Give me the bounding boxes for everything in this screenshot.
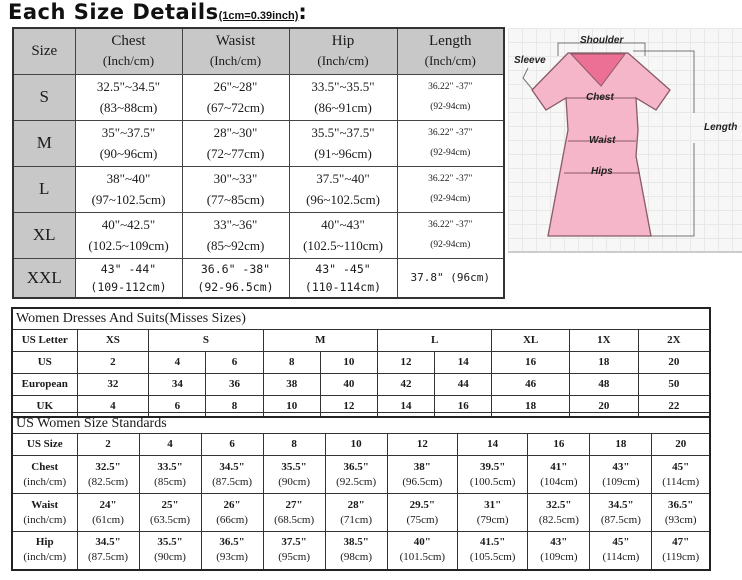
inch-value: 37.5"~40" bbox=[316, 171, 370, 186]
size-row-l bbox=[13, 166, 504, 212]
cm-value: (87.5cm) bbox=[600, 513, 641, 526]
us-letter-row bbox=[12, 329, 710, 351]
inch-value: 36.5" bbox=[343, 460, 369, 473]
cell: 18 bbox=[590, 434, 652, 456]
conversion-note: (1cm=0.39inch) bbox=[218, 10, 299, 22]
cm-value: (75cm) bbox=[406, 513, 439, 526]
row-unit: (inch/cm) bbox=[23, 475, 67, 488]
inch-value: 34.5" bbox=[608, 498, 634, 511]
cm-value: (109-112cm) bbox=[90, 279, 167, 294]
cell bbox=[458, 494, 528, 532]
cell: 8 bbox=[263, 434, 325, 456]
cell: 10 bbox=[325, 434, 387, 456]
inch-value: 45" bbox=[672, 460, 690, 473]
inch-value: 33"~36" bbox=[213, 217, 258, 232]
inch-value: 43" bbox=[550, 536, 568, 549]
inch-value: 39.5" bbox=[479, 460, 506, 473]
cm-value: (96~102.5cm) bbox=[306, 192, 380, 207]
cell: 16 bbox=[492, 351, 570, 373]
inch-value: 41.5" bbox=[479, 536, 506, 549]
cell: 6 bbox=[201, 434, 263, 456]
chest-cell bbox=[75, 166, 182, 212]
title-main: Each Size Details bbox=[8, 0, 219, 24]
length-label: Length bbox=[704, 122, 738, 133]
waist-cell bbox=[182, 212, 289, 258]
inch-value: 30"~33" bbox=[213, 171, 258, 186]
cell: 20 bbox=[569, 395, 638, 417]
inch-value: 26" bbox=[223, 498, 241, 511]
inch-value: 43" bbox=[612, 460, 630, 473]
hip-cell bbox=[289, 120, 397, 166]
size-row-xxl bbox=[13, 258, 504, 298]
cm-value: (68.5cm) bbox=[274, 513, 315, 526]
inch-value: 28"~30" bbox=[213, 125, 258, 140]
header-unit: (Inch/cm) bbox=[102, 53, 155, 69]
inch-value: 36.6" -38" bbox=[200, 261, 271, 276]
cell bbox=[652, 532, 710, 570]
cell: 12 bbox=[387, 434, 457, 456]
hip-cell bbox=[289, 74, 397, 120]
hip-row bbox=[12, 532, 710, 570]
waist-cell bbox=[182, 120, 289, 166]
length-cell bbox=[397, 120, 504, 166]
inch-value: 36.22" -37" bbox=[428, 220, 473, 230]
inch-value: 32.5" bbox=[95, 460, 121, 473]
cell: 14 bbox=[458, 434, 528, 456]
inch-value: 35.5"~37.5" bbox=[311, 125, 375, 140]
row-label: US bbox=[12, 351, 77, 373]
cm-value: (90cm) bbox=[278, 475, 310, 488]
title-colon: : bbox=[298, 0, 308, 24]
cell: 16 bbox=[435, 395, 492, 417]
inch-value: 34.5" bbox=[95, 536, 121, 549]
cm-value: (92-94cm) bbox=[430, 240, 471, 250]
cm-value: (92-96.5cm) bbox=[197, 279, 274, 294]
length-cell bbox=[397, 166, 504, 212]
cm-value: (67~72cm) bbox=[206, 100, 265, 115]
inch-value: 43" -45" bbox=[315, 261, 371, 276]
cell: 38 bbox=[263, 373, 320, 395]
header-size bbox=[13, 28, 75, 74]
cm-value: (92.5cm) bbox=[336, 475, 377, 488]
us-size-standards-table bbox=[11, 412, 711, 571]
cell: 16 bbox=[528, 434, 590, 456]
row-label bbox=[12, 532, 77, 570]
cell: 4 bbox=[77, 395, 149, 417]
inch-value: 38"~40" bbox=[106, 171, 151, 186]
size-label: XXL bbox=[13, 258, 75, 298]
cm-value: (110-114cm) bbox=[304, 279, 382, 294]
cm-value: (93cm) bbox=[664, 513, 697, 526]
shoulder-label: Shoulder bbox=[580, 35, 624, 46]
size-label: XL bbox=[13, 212, 75, 258]
cell: 6 bbox=[206, 351, 263, 373]
size-details-table bbox=[12, 27, 505, 299]
header-length bbox=[397, 28, 504, 74]
cell bbox=[528, 494, 590, 532]
cm-value: (91~96cm) bbox=[314, 146, 372, 161]
cell: 4 bbox=[139, 434, 201, 456]
cell bbox=[325, 532, 387, 570]
chest-row bbox=[12, 456, 710, 494]
header-label: Length bbox=[429, 33, 472, 50]
cell bbox=[652, 494, 710, 532]
header-unit: (Inch/cm) bbox=[209, 53, 262, 69]
cell: 20 bbox=[638, 351, 710, 373]
letter-group: 1X bbox=[569, 329, 638, 351]
cell: 10 bbox=[263, 395, 320, 417]
cm-value: (71cm) bbox=[340, 513, 373, 526]
cell bbox=[139, 456, 201, 494]
inch-value: 37.8" (96cm) bbox=[410, 270, 490, 284]
header-unit: (Inch/cm) bbox=[317, 53, 369, 69]
waist-row bbox=[12, 494, 710, 532]
us-size-row bbox=[12, 434, 710, 456]
cm-value: (82.5cm) bbox=[88, 475, 129, 488]
cm-value: (90cm) bbox=[154, 551, 186, 564]
cell: 20 bbox=[652, 434, 710, 456]
cell bbox=[139, 532, 201, 570]
cell: 22 bbox=[638, 395, 710, 417]
cm-value: (85~92cm) bbox=[206, 238, 265, 253]
hip-cell bbox=[289, 166, 397, 212]
cm-value: (119cm) bbox=[662, 551, 700, 564]
size-row-m bbox=[13, 120, 504, 166]
row-label-text: Chest bbox=[31, 460, 59, 473]
cell bbox=[590, 532, 652, 570]
dress-measurement-diagram bbox=[508, 28, 742, 253]
row-unit: (inch/cm) bbox=[23, 551, 67, 564]
cell bbox=[458, 456, 528, 494]
size-label: L bbox=[13, 166, 75, 212]
waist-cell bbox=[182, 74, 289, 120]
cell bbox=[77, 532, 139, 570]
inch-value: 26"~28" bbox=[213, 79, 258, 94]
cell bbox=[590, 494, 652, 532]
cm-value: (85cm) bbox=[154, 475, 186, 488]
cell bbox=[201, 532, 263, 570]
waist-cell bbox=[182, 166, 289, 212]
chest-cell bbox=[75, 258, 182, 298]
cm-value: (109cm) bbox=[540, 551, 578, 564]
cell: 12 bbox=[320, 395, 377, 417]
length-cell bbox=[397, 212, 504, 258]
inch-value: 31" bbox=[484, 498, 502, 511]
cm-value: (63.5cm) bbox=[150, 513, 191, 526]
cell: 8 bbox=[206, 395, 263, 417]
cm-value: (79cm) bbox=[476, 513, 509, 526]
cm-value: (87.5cm) bbox=[212, 475, 253, 488]
cell: 6 bbox=[149, 395, 206, 417]
cell: 4 bbox=[149, 351, 206, 373]
inch-value: 36.5" bbox=[219, 536, 245, 549]
cm-value: (66cm) bbox=[216, 513, 248, 526]
header-label: Chest bbox=[111, 33, 146, 50]
length-cell bbox=[397, 74, 504, 120]
cell: 12 bbox=[377, 351, 434, 373]
cell: 44 bbox=[435, 373, 492, 395]
row-unit: (inch/cm) bbox=[23, 513, 67, 526]
header-label: Size bbox=[31, 42, 58, 59]
inch-value: 33.5" bbox=[157, 460, 183, 473]
letter-group: S bbox=[149, 329, 263, 351]
cm-value: (100.5cm) bbox=[469, 475, 516, 488]
cell bbox=[458, 532, 528, 570]
cell bbox=[387, 456, 457, 494]
cm-value: (98cm) bbox=[340, 551, 373, 564]
cell bbox=[77, 494, 139, 532]
inch-value: 37.5" bbox=[281, 536, 307, 549]
cm-value: (104cm) bbox=[540, 475, 578, 488]
size-label: S bbox=[13, 74, 75, 120]
row-label: US Letter bbox=[12, 329, 77, 351]
row-label-text: Hip bbox=[35, 536, 54, 549]
cell: 2 bbox=[77, 434, 139, 456]
waist-cell bbox=[182, 258, 289, 298]
cm-value: (101.5cm) bbox=[399, 551, 446, 564]
cm-value: (95cm) bbox=[278, 551, 310, 564]
cm-value: (92-94cm) bbox=[430, 194, 471, 204]
inch-value: 29.5" bbox=[409, 498, 435, 511]
cell bbox=[387, 494, 457, 532]
inch-value: 35"~37.5" bbox=[101, 125, 156, 140]
inch-value: 33.5"~35.5" bbox=[311, 79, 375, 94]
cell: 18 bbox=[569, 351, 638, 373]
cell bbox=[387, 532, 457, 570]
cell: 46 bbox=[492, 373, 570, 395]
header-hip bbox=[289, 28, 397, 74]
inch-value: 32.5" bbox=[546, 498, 572, 511]
inch-value: 35.5" bbox=[281, 460, 307, 473]
inch-value: 45" bbox=[612, 536, 630, 549]
inch-value: 38" bbox=[413, 460, 431, 473]
letter-group: XS bbox=[77, 329, 149, 351]
header-unit: (Inch/cm) bbox=[424, 53, 476, 69]
hip-cell bbox=[289, 258, 397, 298]
cell: 42 bbox=[377, 373, 434, 395]
row-label-text: Waist bbox=[31, 498, 59, 511]
inch-value: 27" bbox=[285, 498, 303, 511]
row-label: UK bbox=[12, 395, 77, 417]
hip-cell bbox=[289, 212, 397, 258]
header-label: Hip bbox=[331, 33, 355, 50]
cell: 40 bbox=[320, 373, 377, 395]
cm-value: (96.5cm) bbox=[402, 475, 443, 488]
cell bbox=[590, 456, 652, 494]
letter-group: 2X bbox=[638, 329, 710, 351]
cm-value: (97~102.5cm) bbox=[91, 192, 166, 207]
chest-cell bbox=[75, 212, 182, 258]
cell: 48 bbox=[569, 373, 638, 395]
cell: 8 bbox=[263, 351, 320, 373]
inch-value: 36.22" -37" bbox=[428, 82, 473, 92]
cell: 34 bbox=[149, 373, 206, 395]
cell bbox=[652, 456, 710, 494]
standards-caption: US Women Size Standards bbox=[12, 413, 710, 434]
cm-value: (92-94cm) bbox=[430, 148, 471, 158]
cm-value: (61cm) bbox=[92, 513, 124, 526]
size-details-header bbox=[13, 28, 504, 74]
sleeve-label: Sleeve bbox=[514, 55, 546, 66]
hips-label: Hips bbox=[591, 166, 613, 177]
cell bbox=[77, 456, 139, 494]
cell: 18 bbox=[492, 395, 570, 417]
size-row-xl bbox=[13, 212, 504, 258]
inch-value: 28" bbox=[347, 498, 365, 511]
cm-value: (82.5cm) bbox=[538, 513, 579, 526]
cell bbox=[325, 494, 387, 532]
row-label bbox=[12, 494, 77, 532]
row-label bbox=[12, 456, 77, 494]
misses-caption: Women Dresses And Suits(Misses Sizes) bbox=[12, 308, 710, 329]
header-chest bbox=[75, 28, 182, 74]
letter-group: M bbox=[263, 329, 377, 351]
header-waist bbox=[182, 28, 289, 74]
cell: 32 bbox=[77, 373, 149, 395]
cell bbox=[263, 456, 325, 494]
waist-label: Waist bbox=[589, 135, 616, 146]
inch-value: 47" bbox=[672, 536, 690, 549]
cm-value: (105.5cm) bbox=[469, 551, 516, 564]
cell bbox=[263, 532, 325, 570]
cm-value: (90~96cm) bbox=[99, 146, 158, 161]
cell: 2 bbox=[77, 351, 149, 373]
inch-value: 36.5" bbox=[668, 498, 694, 511]
cell: 14 bbox=[435, 351, 492, 373]
letter-group: XL bbox=[492, 329, 570, 351]
inch-value: 43" -44" bbox=[100, 261, 157, 276]
cell bbox=[528, 456, 590, 494]
inch-value: 25" bbox=[161, 498, 179, 511]
inch-value: 38.5" bbox=[343, 536, 369, 549]
chest-label: Chest bbox=[586, 92, 614, 103]
cm-value: (102.5~109cm) bbox=[88, 238, 169, 253]
cm-value: (87.5cm) bbox=[88, 551, 129, 564]
cm-value: (83~88cm) bbox=[99, 100, 158, 115]
misses-sizes-table bbox=[11, 307, 711, 418]
inch-value: 32.5"~34.5" bbox=[96, 79, 161, 94]
cell bbox=[201, 494, 263, 532]
cm-value: (102.5~110cm) bbox=[303, 238, 383, 253]
row-label: European bbox=[12, 373, 77, 395]
size-label: M bbox=[13, 120, 75, 166]
page-title bbox=[8, 0, 307, 24]
cm-value: (114cm) bbox=[662, 475, 700, 488]
cell bbox=[528, 532, 590, 570]
us-row bbox=[12, 351, 710, 373]
cm-value: (114cm) bbox=[602, 551, 640, 564]
size-row-s bbox=[13, 74, 504, 120]
inch-value: 34.5" bbox=[219, 460, 245, 473]
cell bbox=[201, 456, 263, 494]
inch-value: 35.5" bbox=[157, 536, 183, 549]
cell bbox=[325, 456, 387, 494]
letter-group: L bbox=[377, 329, 491, 351]
length-cell bbox=[397, 258, 504, 298]
cm-value: (77~85cm) bbox=[206, 192, 265, 207]
cm-value: (92-94cm) bbox=[430, 102, 471, 112]
inch-value: 36.22" -37" bbox=[428, 174, 473, 184]
chest-cell bbox=[75, 74, 182, 120]
inch-value: 36.22" -37" bbox=[428, 128, 473, 138]
cell: 36 bbox=[206, 373, 263, 395]
cell: 14 bbox=[377, 395, 434, 417]
header-label: Wasist bbox=[215, 33, 256, 50]
cell bbox=[139, 494, 201, 532]
inch-value: 40"~42.5" bbox=[101, 217, 156, 232]
chest-cell bbox=[75, 120, 182, 166]
inch-value: 41" bbox=[550, 460, 568, 473]
cell: 10 bbox=[320, 351, 377, 373]
cm-value: (72~77cm) bbox=[206, 146, 265, 161]
cm-value: (93cm) bbox=[216, 551, 248, 564]
inch-value: 40" bbox=[413, 536, 431, 549]
european-row bbox=[12, 373, 710, 395]
inch-value: 24" bbox=[99, 498, 117, 511]
cm-value: (109cm) bbox=[602, 475, 640, 488]
row-label: US Size bbox=[12, 434, 77, 456]
cell: 50 bbox=[638, 373, 710, 395]
cm-value: (86~91cm) bbox=[314, 100, 372, 115]
inch-value: 40"~43" bbox=[321, 217, 365, 232]
cell bbox=[263, 494, 325, 532]
